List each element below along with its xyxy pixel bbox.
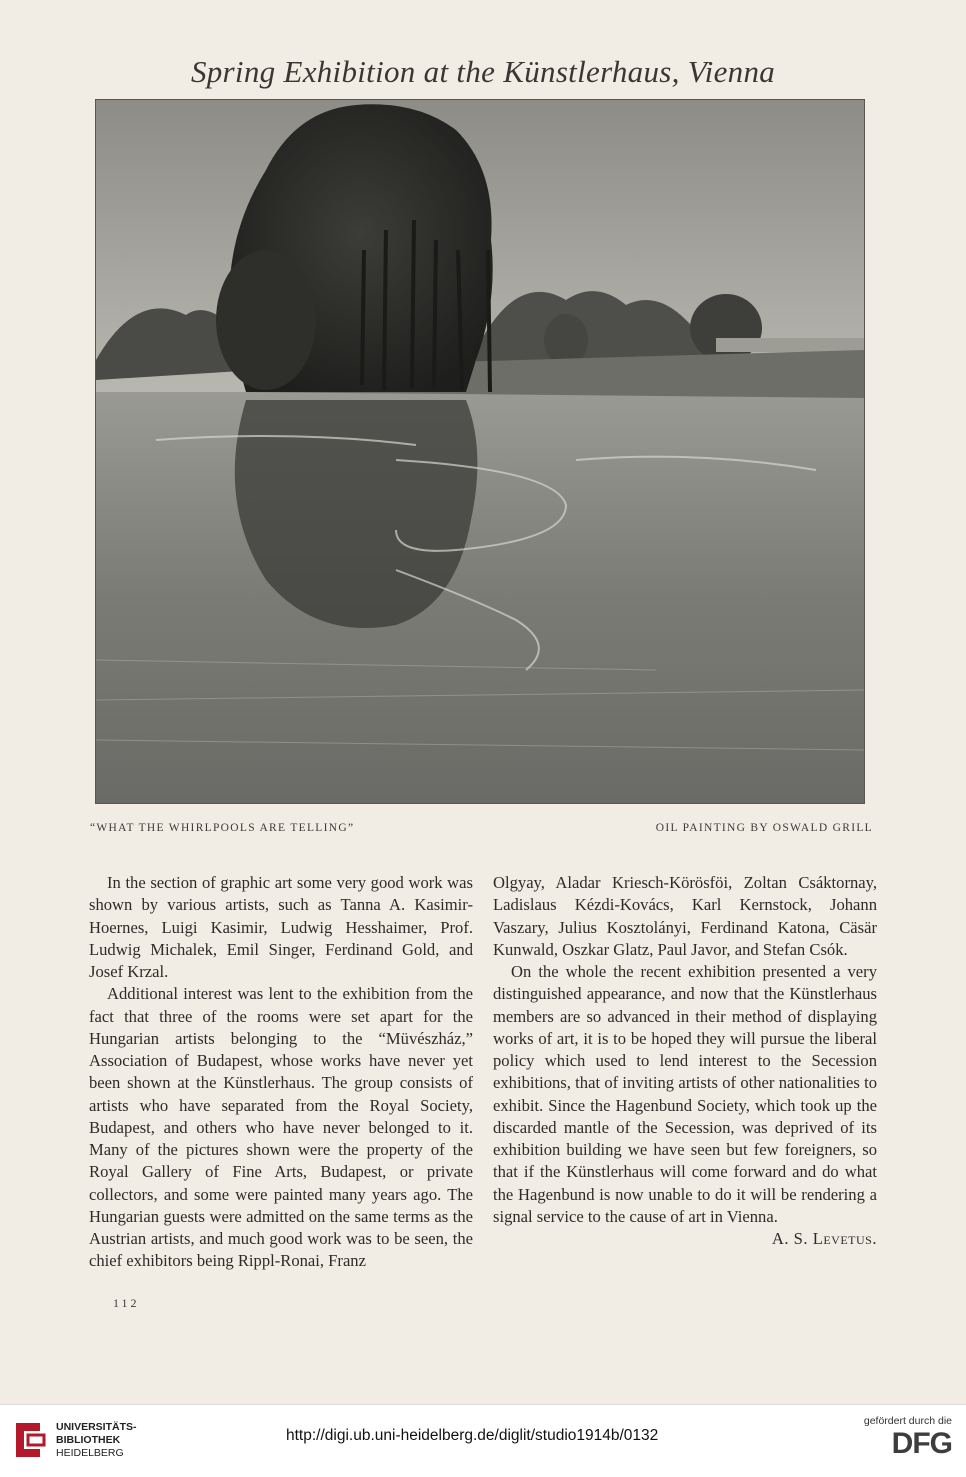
- paragraph-conclusion-text: On the whole the recent exhibition presented a very distinguished appearance, and now that the Künstlerhaus members are so advanced in their method of displaying works of art, it is to be hoped they will pursue the liberal policy which used to lend interest to the Secession exhibitions, that of inviting artists of other nationalities to exhibit. Since the Hagenbund Society, which took up the discarded mantle of the Secession, was deprived of its exhibition building we have seen but few foreigners, so that if the Künstlerhaus will come forward and do what the Hagenbund is now unable to do it will be rendering a signal service to the cause of art in Vienna.: [493, 962, 877, 1226]
- dfg-logo: DFG: [891, 1427, 952, 1460]
- author-signature: A. S. Levetus.: [771, 1229, 877, 1248]
- library-name: UNIVERSITÄTS- BIBLIOTHEK HEIDELBERG: [56, 1421, 137, 1459]
- article-column-left: [89, 872, 473, 1273]
- funder-block[interactable]: [842, 1415, 952, 1461]
- plate-caption-credit: OIL PAINTING BY OSWALD GRILL: [655, 822, 873, 834]
- digitization-footer: [0, 1404, 966, 1477]
- running-title: Spring Exhibition at the Künstlerhaus, Vienna: [190, 54, 776, 89]
- plate-caption-title: “WHAT THE WHIRLPOOLS ARE TELLING”: [90, 822, 355, 834]
- source-url-link[interactable]: http://digi.ub.uni-heidelberg.de/diglit/studio1914b/0132: [286, 1427, 659, 1444]
- library-logo-icon: [12, 1419, 48, 1461]
- landscape-painting-image: [96, 100, 864, 803]
- paragraph-exhibitors-continued: Olgyay, Aladar Kriesch-Körösföi, Zoltan Csáktornay, Ladislaus Kézdi-Kovács, Karl Kernstock, Johann Vaszary, Julius Kosztolányi, Ferdinand Katona, Cäsär Kunwald, Oszkar Glatz, Paul Javor, and Stefan Csók.: [493, 873, 877, 959]
- paragraph-hungarian-artists: Additional interest was lent to the exhibition from the fact that three of the rooms were set apart for the Hungarian artists belonging to the “Müvészház,” Association of Budapest, whose works have never yet been shown at the Künstlerhaus. The group consists of artists who have separated from the Royal Society, Budapest, and others who have never belonged to it. Many of the pictures shown were the property of the Royal Gallery of Fine Arts, Budapest, or private collectors, and some were painted many years ago. The Hungarian guests were admitted on the same terms as the Austrian artists, and much good work was to be seen, the chief exhibitors being Rippl-Ronai, Franz: [89, 984, 473, 1271]
- funder-label: gefördert durch die: [863, 1415, 952, 1427]
- article-column-right: [493, 872, 877, 1250]
- library-logo-block[interactable]: [12, 1417, 212, 1465]
- page-number: 112: [113, 1296, 140, 1310]
- paragraph-conclusion: [493, 961, 877, 1248]
- painting-plate: [95, 99, 865, 804]
- paragraph-graphic-art: In the section of graphic art some very good work was shown by various artists, such as Tanna A. Kasimir-Hoernes, Luigi Kasimir, Ludwig Hesshaimer, Prof. Ludwig Michalek, Emil Singer, Ferdinand Gold, and Josef Krzal.: [89, 873, 473, 981]
